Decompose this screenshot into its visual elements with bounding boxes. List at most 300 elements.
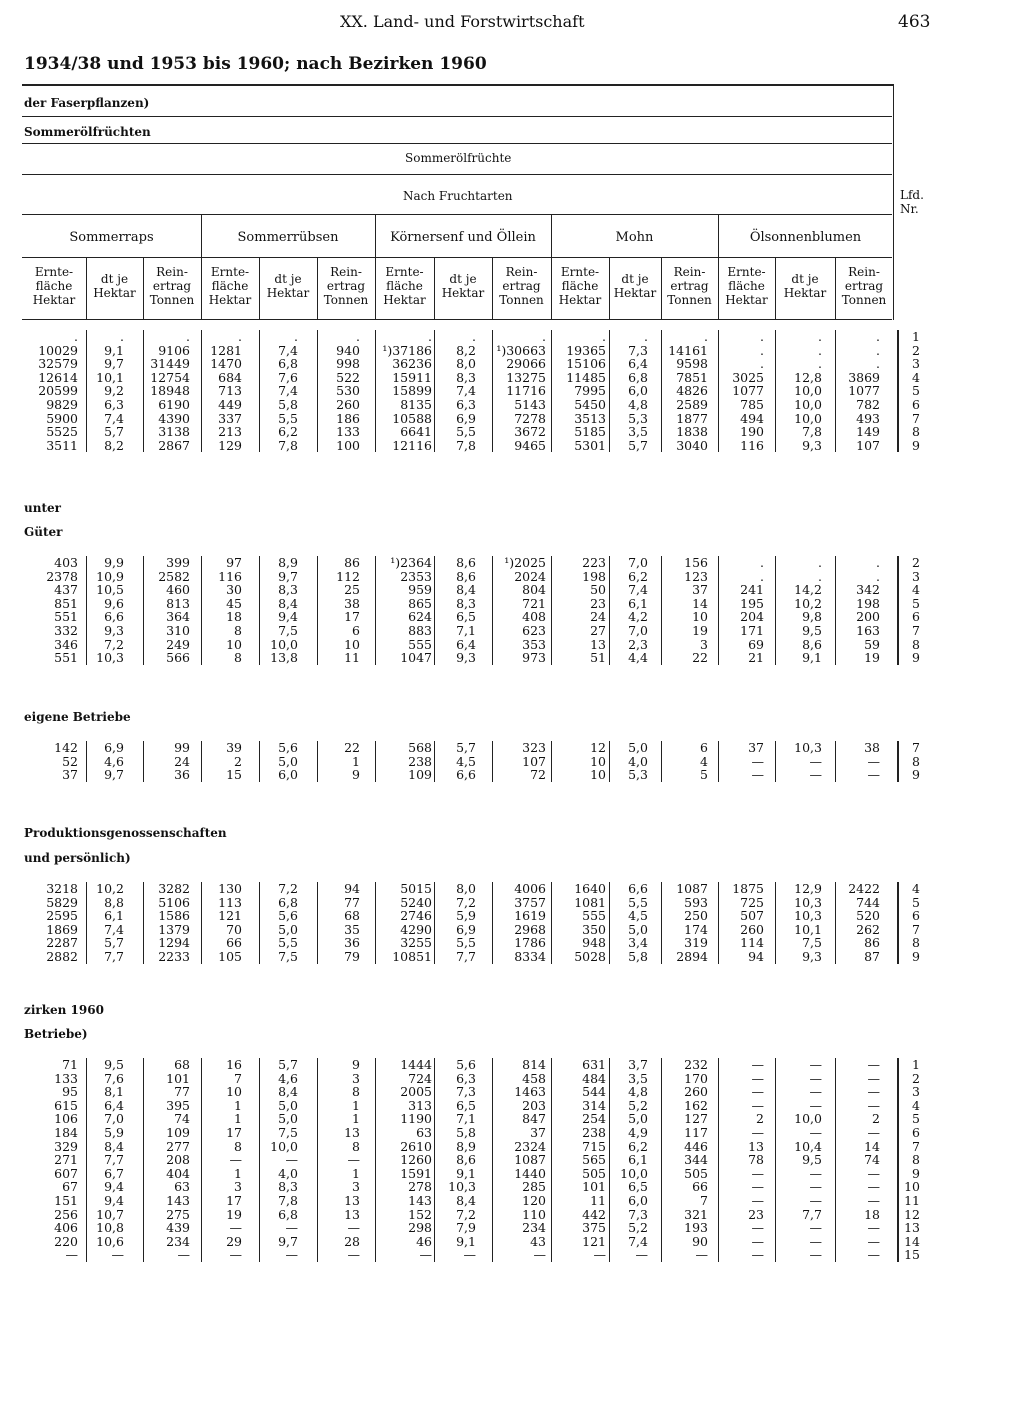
table-cell: 8: [352, 1138, 360, 1154]
table-cell: 6641: [400, 424, 432, 440]
row-number: 4: [912, 881, 920, 896]
section-title: zirken 1960: [24, 1003, 104, 1017]
row-number: 1: [912, 329, 920, 344]
table-cell: 8,2: [456, 342, 476, 358]
table-cell: .: [876, 356, 880, 372]
table-cell: 725: [740, 894, 764, 910]
table-cell: —: [867, 1097, 880, 1113]
table-cell: 342: [856, 582, 880, 598]
table-cell: 715: [582, 1138, 606, 1154]
table-cell: 3511: [46, 437, 78, 453]
table-cell: 959: [408, 582, 432, 598]
table-cell: .: [472, 329, 476, 344]
table-cell: 7,4: [104, 921, 124, 937]
row-number: 5: [912, 595, 920, 611]
table-cell: 375: [582, 1220, 606, 1236]
table-cell: .: [876, 329, 880, 344]
table-cell: —: [229, 1247, 242, 1263]
table-cell: 7,8: [278, 437, 298, 453]
table-cell: 11: [590, 1193, 606, 1208]
table-cell: 6,2: [628, 1138, 648, 1154]
table-cell: 142: [54, 740, 78, 755]
table-cell: —: [347, 1152, 360, 1168]
table-cell: 684: [218, 369, 242, 385]
table-cell: 37: [692, 582, 708, 598]
table-cell: 5,8: [456, 1125, 476, 1140]
table-cell: 460: [166, 582, 190, 598]
table-cell: 623: [522, 623, 546, 638]
table-cell: 8,4: [278, 595, 298, 611]
table-cell: 213: [218, 424, 242, 440]
table-cell: —: [751, 767, 764, 783]
running-title: XX. Land- und Forstwirtschaft: [340, 12, 585, 31]
table-cell: 6,3: [456, 397, 476, 412]
table-cell: 9,6: [104, 595, 124, 611]
table-cell: 9,4: [278, 609, 298, 625]
table-cell: 143: [408, 1193, 432, 1208]
table-cell: 1087: [676, 881, 708, 896]
table-cell: 2610: [400, 1138, 432, 1154]
table-cell: 262: [856, 921, 880, 937]
table-cell: 7,8: [802, 424, 822, 440]
table-cell: 6,0: [278, 767, 298, 783]
table-cell: 4,9: [628, 1125, 648, 1140]
table-cell: 29: [226, 1233, 242, 1249]
table-cell: 395: [166, 1097, 190, 1113]
table-cell: 5,9: [104, 1125, 124, 1140]
table-cell: —: [867, 1165, 880, 1181]
table-cell: 1869: [46, 921, 78, 937]
table-cell: 223: [582, 555, 606, 570]
table-cell: 7,5: [278, 1125, 298, 1140]
table-cell: 28: [344, 1233, 360, 1249]
table-cell: —: [751, 1247, 764, 1263]
table-cell: 593: [684, 894, 708, 910]
table-cell: 4006: [514, 881, 546, 896]
table-cell: 321: [684, 1206, 708, 1222]
table-cell: 6,3: [456, 1070, 476, 1086]
table-cell: 19365: [566, 342, 606, 358]
table-cell: 7,3: [456, 1084, 476, 1100]
table-cell: 9: [352, 767, 360, 783]
table-cell: 948: [582, 935, 606, 951]
table-cell: 116: [740, 437, 764, 453]
table-cell: 1786: [514, 935, 546, 951]
table-cell: 46: [416, 1233, 432, 1249]
table-cell: —: [347, 1247, 360, 1263]
table-cell: 15911: [392, 369, 432, 385]
table-cell: 271: [54, 1152, 78, 1168]
table-row: [0, 439, 1024, 453]
table-cell: 130: [218, 881, 242, 896]
table-cell: .: [74, 329, 78, 344]
table-cell: 36: [174, 767, 190, 783]
row-number: 9: [912, 650, 920, 666]
rule: [492, 258, 493, 319]
table-cell: .: [876, 342, 880, 358]
table-cell: 9,5: [802, 623, 822, 638]
table-cell: 37: [530, 1125, 546, 1140]
table-cell: 63: [174, 1179, 190, 1195]
table-cell: 23: [748, 1206, 764, 1222]
table-cell: 10,2: [96, 881, 124, 896]
table-cell: 2: [872, 1111, 880, 1127]
table-cell: 1586: [158, 908, 190, 924]
table-row: [0, 624, 1024, 638]
table-cell: —: [695, 1247, 708, 1263]
row-number: 6: [912, 609, 920, 625]
table-cell: .: [760, 356, 764, 372]
table-cell: 9,5: [104, 1057, 124, 1072]
rule: [434, 258, 435, 319]
table-cell: 3,5: [628, 1070, 648, 1086]
table-cell: 9,2: [104, 383, 124, 399]
table-cell: 13,8: [270, 650, 298, 666]
table-cell: 234: [166, 1233, 190, 1249]
table-cell: 68: [174, 1057, 190, 1072]
rule: [835, 258, 836, 319]
row-number: 11: [904, 1193, 920, 1208]
table-cell: 449: [218, 397, 242, 412]
column-header: dt je Hektar: [613, 272, 657, 300]
column-header: Ernte- fläche Hektar: [725, 265, 768, 307]
table-cell: —: [751, 1070, 764, 1086]
table-cell: 7,5: [278, 623, 298, 638]
table-cell: 5,6: [278, 740, 298, 755]
table-cell: 9,7: [278, 568, 298, 584]
table-cell: 195: [740, 595, 764, 611]
header-line-4: Nach Fruchtarten: [403, 189, 513, 203]
table-cell: 24: [174, 753, 190, 769]
table-cell: —: [867, 1125, 880, 1140]
rule: [609, 258, 610, 319]
table-cell: 77: [344, 894, 360, 910]
table-cell: 403: [54, 555, 78, 570]
table-cell: 2422: [848, 881, 880, 896]
table-cell: 568: [408, 740, 432, 755]
table-cell: 4,2: [628, 609, 648, 625]
column-group-label: Körnersenf und Öllein: [390, 230, 536, 245]
table-cell: 52: [62, 753, 78, 769]
table-cell: 8,4: [278, 1084, 298, 1100]
table-cell: 6: [700, 740, 708, 755]
table-cell: —: [111, 1247, 124, 1263]
table-cell: .: [542, 329, 546, 344]
row-number: 6: [912, 1125, 920, 1140]
table-cell: —: [809, 753, 822, 769]
table-cell: 2353: [400, 568, 432, 584]
table-cell: 10: [344, 636, 360, 652]
table-cell: 9,7: [104, 767, 124, 783]
table-cell: 109: [166, 1125, 190, 1140]
table-cell: 6,8: [278, 356, 298, 372]
table-cell: —: [635, 1247, 648, 1263]
table-cell: 5,7: [278, 1057, 298, 1072]
table-cell: 4390: [158, 410, 190, 426]
table-cell: 74: [864, 1152, 880, 1168]
table-cell: 7,0: [628, 623, 648, 638]
table-cell: 2324: [514, 1138, 546, 1154]
table-cell: —: [809, 1070, 822, 1086]
table-cell: 9: [352, 1057, 360, 1072]
table-cell: 10,3: [794, 908, 822, 924]
table-cell: 530: [336, 383, 360, 399]
table-cell: 1875: [732, 881, 764, 896]
table-cell: 5525: [46, 424, 78, 440]
table-cell: 313: [408, 1097, 432, 1113]
table-cell: 10,0: [270, 1138, 298, 1154]
table-cell: 94: [344, 881, 360, 896]
table-cell: 1444: [400, 1057, 432, 1072]
table-cell: 86: [344, 555, 360, 570]
table-cell: —: [867, 1070, 880, 1086]
rule: [22, 257, 892, 258]
table-cell: 4,0: [628, 753, 648, 769]
table-cell: 79: [344, 949, 360, 964]
row-number: 5: [912, 1111, 920, 1127]
table-cell: 198: [582, 568, 606, 584]
table-cell: 721: [522, 595, 546, 611]
table-cell: 15: [226, 767, 242, 783]
table-cell: —: [751, 1165, 764, 1181]
row-number: 3: [912, 356, 920, 372]
row-number: 8: [912, 935, 920, 951]
table-cell: 1087: [514, 1152, 546, 1168]
table-cell: 814: [522, 1057, 546, 1072]
rule: [661, 258, 662, 319]
table-cell: 45: [226, 595, 242, 611]
table-cell: 507: [740, 908, 764, 924]
table-cell: 203: [522, 1097, 546, 1113]
table-cell: 624: [408, 609, 432, 625]
table-cell: .: [876, 568, 880, 584]
table-cell: 442: [582, 1206, 606, 1222]
row-number: 8: [912, 636, 920, 652]
table-cell: .: [818, 555, 822, 570]
table-cell: 5,5: [278, 410, 298, 426]
table-cell: 13275: [506, 369, 546, 385]
table-cell: 109: [408, 767, 432, 783]
table-cell: —: [229, 1220, 242, 1236]
table-cell: 110: [522, 1206, 546, 1222]
table-cell: 23: [590, 595, 606, 611]
table-cell: 36: [344, 935, 360, 951]
table-cell: 1: [234, 1165, 242, 1181]
table-cell: 9,3: [802, 437, 822, 453]
table-cell: 74: [174, 1111, 190, 1127]
table-cell: 29066: [506, 356, 546, 372]
table-cell: 2746: [400, 908, 432, 924]
table-cell: 21: [748, 650, 764, 666]
table-cell: 9,8: [802, 609, 822, 625]
table-cell: 156: [684, 555, 708, 570]
table-subtitle: 1934/38 und 1953 bis 1960; nach Bezirken 1960: [24, 54, 487, 74]
table-cell: 8135: [400, 397, 432, 412]
rule: [22, 319, 892, 320]
table-cell: 5240: [400, 894, 432, 910]
table-cell: 9,5: [802, 1152, 822, 1168]
table-cell: 5: [700, 767, 708, 783]
table-row: [0, 651, 1024, 665]
table-cell: 204: [740, 609, 764, 625]
table-cell: 7: [700, 1193, 708, 1208]
table-cell: 5,0: [278, 753, 298, 769]
table-cell: 7,4: [456, 383, 476, 399]
table-cell: 5,5: [628, 894, 648, 910]
table-cell: —: [867, 1057, 880, 1072]
table-cell: 4,5: [456, 753, 476, 769]
table-cell: 8,6: [456, 555, 476, 570]
table-cell: 285: [522, 1179, 546, 1195]
table-cell: —: [867, 767, 880, 783]
table-cell: 1640: [574, 881, 606, 896]
table-cell: 5,3: [628, 767, 648, 783]
table-cell: 2287: [46, 935, 78, 951]
row-number: 1: [912, 1057, 920, 1072]
table-cell: 5829: [46, 894, 78, 910]
table-cell: 133: [336, 424, 360, 440]
table-cell: 9,1: [802, 650, 822, 666]
column-header: dt je Hektar: [783, 272, 827, 300]
table-cell: 38: [864, 740, 880, 755]
table-cell: —: [867, 753, 880, 769]
table-cell: 10,0: [270, 636, 298, 652]
row-number: 5: [912, 894, 920, 910]
table-cell: 238: [408, 753, 432, 769]
table-cell: 8,3: [278, 1179, 298, 1195]
table-cell: 10,5: [96, 582, 124, 598]
table-cell: 9829: [46, 397, 78, 412]
table-cell: 18: [864, 1206, 880, 1222]
table-cell: 241: [740, 582, 764, 598]
row-number: 12: [904, 1206, 920, 1222]
header-line-1: der Faserpflanzen): [24, 96, 150, 110]
section-subtitle: Betriebe): [24, 1027, 88, 1041]
table-cell: 87: [864, 949, 880, 964]
table-cell: 71: [62, 1057, 78, 1072]
table-cell: 6,0: [628, 1193, 648, 1208]
table-cell: 106: [54, 1111, 78, 1127]
table-cell: 5,0: [628, 921, 648, 937]
table-cell: 10,1: [794, 921, 822, 937]
table-cell: 484: [582, 1070, 606, 1086]
table-cell: 5301: [574, 437, 606, 453]
table-cell: .: [294, 329, 298, 344]
table-cell: 6,3: [104, 397, 124, 412]
table-cell: 127: [684, 1111, 708, 1127]
table-cell: 171: [740, 623, 764, 638]
table-cell: 1470: [210, 356, 242, 372]
table-cell: 129: [218, 437, 242, 453]
table-cell: 3282: [158, 881, 190, 896]
table-cell: 12116: [392, 437, 432, 453]
table-cell: 851: [54, 595, 78, 611]
table-cell: 67: [62, 1179, 78, 1195]
table-cell: 198: [856, 595, 880, 611]
row-number: 13: [904, 1220, 920, 1236]
table-cell: 2024: [514, 568, 546, 584]
table-cell: 220: [54, 1233, 78, 1249]
table-cell: 86: [864, 935, 880, 951]
table-cell: —: [347, 1220, 360, 1236]
row-number: 6: [912, 397, 920, 412]
table-cell: 1260: [400, 1152, 432, 1168]
table-cell: 6: [352, 623, 360, 638]
table-cell: 9,3: [104, 623, 124, 638]
table-cell: 8,6: [456, 1152, 476, 1168]
table-cell: 4,6: [104, 753, 124, 769]
table-cell: 446: [684, 1138, 708, 1154]
table-cell: 2968: [514, 921, 546, 937]
table-cell: 10,9: [96, 568, 124, 584]
table-cell: 254: [582, 1111, 606, 1127]
table-cell: 847: [522, 1111, 546, 1127]
table-cell: 8,2: [104, 437, 124, 453]
rule: [893, 84, 894, 320]
table-cell: 973: [522, 650, 546, 666]
table-cell: 505: [684, 1165, 708, 1181]
section-subtitle: Güter: [24, 525, 63, 539]
table-cell: 2: [234, 753, 242, 769]
table-cell: 9,4: [104, 1179, 124, 1195]
table-cell: 39: [226, 740, 242, 755]
row-number: 9: [912, 767, 920, 783]
table-cell: 5,5: [456, 935, 476, 951]
table-cell: 337: [218, 410, 242, 426]
table-cell: .: [760, 342, 764, 358]
table-cell: 1047: [400, 650, 432, 666]
table-cell: —: [463, 1247, 476, 1263]
table-cell: 551: [54, 609, 78, 625]
table-cell: 5,6: [278, 908, 298, 924]
table-cell: 38: [344, 595, 360, 611]
row-number: 8: [912, 1152, 920, 1168]
table-cell: —: [229, 1152, 242, 1168]
table-cell: 10,3: [794, 894, 822, 910]
column-group-label: Sommerraps: [69, 230, 154, 245]
table-cell: 68: [344, 908, 360, 924]
table-cell: 3: [234, 1179, 242, 1195]
table-row: [0, 741, 1024, 755]
table-cell: 1077: [732, 383, 764, 399]
table-cell: —: [809, 1125, 822, 1140]
table-cell: 1: [352, 1165, 360, 1181]
table-cell: 1190: [400, 1111, 432, 1127]
table-cell: 6190: [158, 397, 190, 412]
table-cell: 70: [226, 921, 242, 937]
table-cell: 13: [344, 1193, 360, 1208]
table-cell: —: [285, 1247, 298, 1263]
table-cell: —: [809, 1233, 822, 1249]
table-cell: 95: [62, 1084, 78, 1100]
table-cell: 13: [344, 1206, 360, 1222]
table-cell: 8,6: [456, 568, 476, 584]
table-cell: 813: [166, 595, 190, 611]
table-cell: 250: [684, 908, 708, 924]
table-cell: 151: [54, 1193, 78, 1208]
column-header: Rein- ertrag Tonnen: [149, 265, 195, 307]
table-cell: 9465: [514, 437, 546, 453]
table-cell: 5,2: [628, 1220, 648, 1236]
rule: [22, 143, 892, 144]
column-header: Rein- ertrag Tonnen: [499, 265, 544, 307]
table-cell: 6,1: [104, 908, 124, 924]
table-cell: —: [533, 1247, 546, 1263]
table-cell: 15899: [392, 383, 432, 399]
table-cell: 163: [856, 623, 880, 638]
table-cell: —: [751, 1125, 764, 1140]
table-cell: 99: [174, 740, 190, 755]
